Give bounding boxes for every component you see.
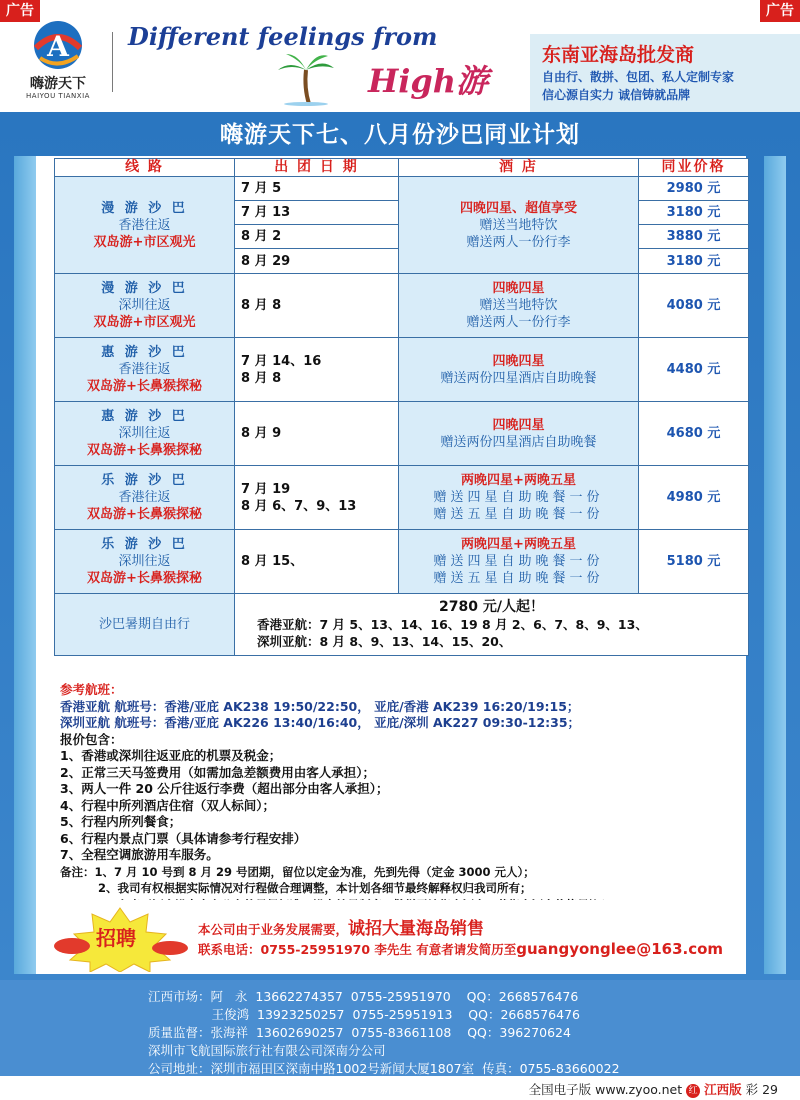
remark: 2、我司有权根据实际情况对行程做合理调整，本计划各细节最终解释权归我司所有；: [98, 881, 532, 895]
flight-hk: 香港亚航 航班号：香港/亚庇 AK238 19:50/22:50， 亚庇/香港 AK239 16:20/19:15；: [60, 698, 580, 714]
dates-cell: 7 月 5 7 月 13 8 月 2 8 月 29: [235, 177, 399, 274]
red-circle-icon: 红: [686, 1084, 700, 1098]
svg-text:A: A: [47, 30, 69, 63]
table-row-free-trip: [55, 594, 749, 656]
list-item: 1、香港或深圳往返亚庇的机票及税金；: [60, 748, 282, 763]
footer-text: 全国电子版 www.zyoo.net 红 江西版 彩 29: [528, 1082, 778, 1097]
contact-section: [0, 980, 800, 1076]
hotel-cell: 两晚四星+两晚五星 赠送四星自助晚餐一份 赠送五星自助晚餐一份: [399, 530, 639, 594]
ad-tag-right: 广告: [760, 0, 800, 22]
hotel-cell: 两晚四星+两晚五星 赠送四星自助晚餐一份 赠送五星自助晚餐一份: [399, 466, 639, 530]
free-trip-details: [235, 594, 749, 656]
table-row: [55, 466, 749, 530]
remark: 备注：1、7 月 10 号到 8 月 29 号团期，留位以定金为准，先到先得（定金 3000 元人）；: [60, 864, 535, 879]
page-title: 嗨游天下七、八月份沙巴同业计划: [220, 122, 580, 148]
ad-tag-left: 广告: [0, 0, 40, 22]
price-cell: 4980 元: [639, 466, 749, 530]
logo-english-name: HAIYOU TIANXIA: [26, 92, 90, 100]
table-row: [55, 338, 749, 402]
divider: [112, 32, 113, 92]
free-trip-hk: 香港亚航：7 月 5、13、14、16、19 8 月 2、6、7、8、9、13、: [257, 617, 648, 632]
logo-chinese-name: 嗨游天下: [30, 76, 86, 92]
header-route: 线 路: [55, 159, 235, 177]
list-item: 4、行程中所列酒店住宿（双人标间）；: [60, 797, 275, 813]
free-trip-sz: 深圳亚航：8 月 8、9、13、14、15、20、: [257, 634, 512, 649]
wholesaler-title: 东南亚海岛批发商: [542, 44, 695, 66]
recruit-message: 本公司由于业务发展需要，诚招大量海岛销售: [198, 919, 485, 939]
route-cell: 惠 游 沙 巴 香港往返 双岛游+长鼻猴探秘: [55, 338, 235, 402]
header-dates: 出 团 日 期: [235, 159, 399, 177]
table-row: [55, 402, 749, 466]
dates-cell: 7 月 19 8 月 6、7、9、13: [235, 466, 399, 530]
hotel-cell: 四晚四星、超值享受 赠送当地特饮 赠送两人一份行李: [399, 177, 639, 274]
includes-title: 报价包含：: [60, 731, 123, 747]
route-cell: 乐 游 沙 巴 香港往返 双岛游+长鼻猴探秘: [55, 466, 235, 530]
flight-title: 参考航班：: [60, 682, 123, 697]
price-cell: 4080 元: [639, 274, 749, 338]
brand-name: High游: [368, 62, 489, 100]
header-hotel: 酒 店: [399, 159, 639, 177]
recruit-contact: 联系电话：0755-25951970 李先生 有意者请发简历至guangyonglee@163.com: [198, 940, 724, 958]
dates-cell: 8 月 15、: [235, 530, 399, 594]
route-cell: 乐 游 沙 巴 深圳往返 双岛游+长鼻猴探秘: [55, 530, 235, 594]
dates-cell: 8 月 9: [235, 402, 399, 466]
header-price: 同业价格: [639, 159, 749, 177]
notes-section: [60, 682, 750, 913]
contact-details: 江西市场：阿 永 13662274357 0755-25951970 QQ：2668576476 王俊鸿 13923250257 0755-25951913 QQ：2668576476 质量监督：张海祥 13602690257 0755-83661108 QQ：396270624 深圳市飞航国际旅行社有限公司深南分公司 公司地址：深圳市福田区深南中路1002号新闻大厦1807室 传真：0755-83660022: [148, 989, 620, 1076]
list-item: 7、全程空调旅游用车服务。: [60, 847, 219, 862]
recruit-label: 招聘: [96, 926, 136, 950]
free-trip-name: 沙巴暑期自由行: [55, 594, 235, 656]
wholesaler-tagline-2: 信心源自实力 诚信铸就品牌: [542, 88, 691, 102]
price-cell: 4480 元: [639, 338, 749, 402]
table-row: [55, 177, 749, 274]
recruit-email[interactable]: guangyonglee@163.com: [516, 940, 724, 958]
hotel-cell: 四晚四星 赠送两份四星酒店自助晚餐: [399, 338, 639, 402]
dates-cell: 7 月 14、16 8 月 8: [235, 338, 399, 402]
route-cell: 漫 游 沙 巴 深圳往返 双岛游+市区观光: [55, 274, 235, 338]
price-cell: 2980 元 3180 元 3880 元 3180 元: [639, 177, 749, 274]
table-row: [55, 274, 749, 338]
route-cell: 惠 游 沙 巴 深圳往返 双岛游+长鼻猴探秘: [55, 402, 235, 466]
table-row: [55, 530, 749, 594]
list-item: 6、行程内景点门票（具体请参考行程安排）: [60, 830, 307, 846]
price-cell: 4680 元: [639, 402, 749, 466]
slogan: Different feelings from: [128, 22, 438, 51]
flight-sz: 深圳亚航 航班号：香港/亚庇 AK226 13:40/16:40， 亚庇/深圳 AK227 09:30-12:35；: [60, 715, 581, 730]
wholesaler-banner: [530, 34, 800, 112]
header: [0, 0, 800, 112]
slogan-area: [128, 6, 528, 106]
wholesaler-tagline-1: 自由行、散拼、包团、私人定制专家: [542, 70, 735, 84]
list-item: 5、行程内所列餐食；: [60, 814, 182, 829]
side-strip-left: [14, 156, 36, 974]
dates-cell: 8 月 8: [235, 274, 399, 338]
side-strip-right: [764, 156, 786, 974]
free-trip-price: 2780 元/人起！: [439, 599, 544, 615]
palm-tree-icon: [276, 50, 336, 106]
plan-table: [54, 158, 749, 656]
page-footer: [0, 1076, 800, 1100]
price-cell: 5180 元: [639, 530, 749, 594]
logo: [12, 18, 104, 106]
list-item: 2、正常三天马签费用（如需加急差额费用由客人承担）；: [60, 764, 375, 780]
logo-mark-icon: [26, 18, 90, 72]
table-header-row: [55, 159, 749, 177]
route-cell: 漫 游 沙 巴 香港往返 双岛游+市区观光: [55, 177, 235, 274]
recruit-banner: [36, 900, 746, 974]
list-item: 3、两人一件 20 公斤往返行李费（超出部分由客人承担）；: [60, 781, 389, 796]
hotel-cell: 四晚四星 赠送两份四星酒店自助晚餐: [399, 402, 639, 466]
hotel-cell: 四晚四星 赠送当地特饮 赠送两人一份行李: [399, 274, 639, 338]
